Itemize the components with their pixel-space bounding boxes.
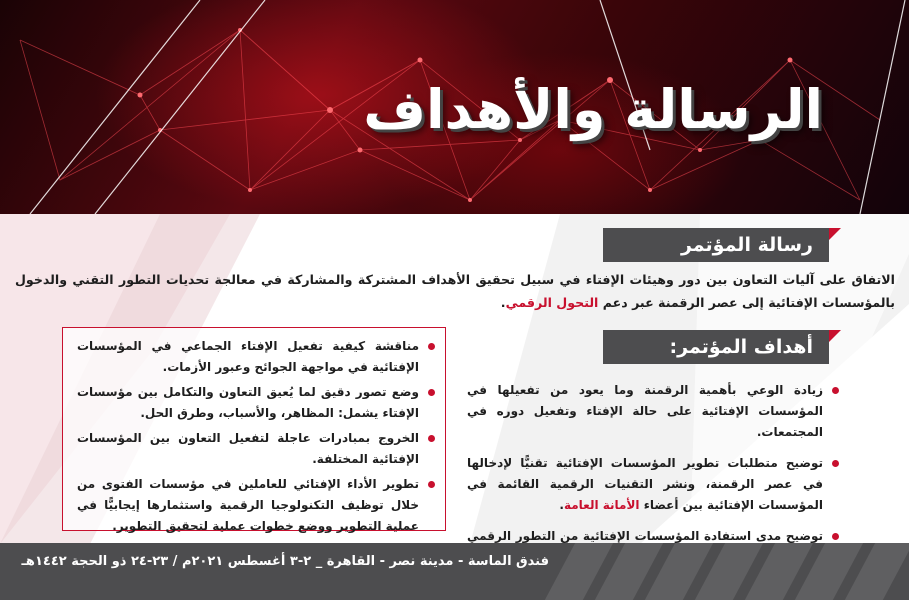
goal-item — [77, 336, 435, 378]
message-text: الاتفاق على آليات التعاون بين دور وهيئات الإفتاء في سبيل تحقيق الأهداف المشتركة والمشاركة في معالجة تحديات التطور التقني والدخول بالمؤسسات الإفتائية إلى عصر الرقمنة عبر دعم — [15, 272, 895, 310]
goal-highlight: الأمانة العامة — [563, 498, 640, 512]
goal-item — [467, 453, 839, 516]
bullet-dot-icon — [832, 533, 839, 540]
goals-section-header — [603, 330, 829, 364]
page-title: الرسالة والأهداف — [363, 78, 823, 141]
message-highlight: التحول الرقمي — [505, 295, 599, 310]
bullet-dot-icon — [832, 460, 839, 467]
goal-item — [77, 474, 435, 537]
goals-section-title: أهداف المؤتمر: — [669, 336, 813, 358]
goals-list-left — [62, 327, 446, 531]
goal-item — [77, 382, 435, 424]
bullet-dot-icon — [428, 343, 435, 350]
message-paragraph — [15, 268, 895, 314]
goal-text: توضيح مدى استفادة المؤسسات الإفتائية من التطور الرقمي — [467, 529, 823, 543]
message-section-title: رسالة المؤتمر — [680, 234, 813, 256]
bullet-dot-icon — [428, 389, 435, 396]
goal-text-end: . — [559, 498, 564, 512]
message-text-end: . — [500, 295, 506, 310]
bullet-dot-icon — [428, 481, 435, 488]
goal-text: زيادة الوعي بأهمية الرقمنة وما يعود من تفعيلها في المؤسسات الإفتائية على حالة الإفتاء وتفعيل دوره في المجتمعات. — [467, 383, 823, 439]
bullet-dot-icon — [832, 387, 839, 394]
hero-banner — [0, 0, 909, 214]
event-details: فندق الماسة - مدينة نصر - القاهرة _ ٢-٣ أغسطس ٢٠٢١م / ٢٣-٢٤ ذو الحجة ١٤٤٢هـ — [21, 554, 549, 569]
goal-text: الخروج بمبادرات عاجلة لتفعيل التعاون بين المؤسسات الإفتائية المختلفة. — [77, 431, 419, 466]
message-section-header — [603, 228, 829, 262]
goal-item — [77, 428, 435, 470]
goal-text: تطوير الأداء الإفتائي للعاملين في مؤسسات الفتوى من خلال توظيف التكنولوجيا الرقمية واستثمارها إيجابيًّا في عملية التطوير ووضع خطوات عملية لتحقيق التطوير. — [77, 477, 419, 533]
goal-text: مناقشة كيفية تفعيل الإفتاء الجماعي في المؤسسات الإفتائية في مواجهة الجوائح وعبور الأزمات. — [77, 339, 419, 374]
goal-item — [467, 380, 839, 443]
goal-text: وضع تصور دقيق لما يُعيق التعاون والتكامل بين مؤسسات الإفتاء يشمل: المظاهر، والأسباب، وطرق الحل. — [77, 385, 419, 420]
goal-text: توضيح متطلبات تطوير المؤسسات الإفتائية تقنيًّا لإدخالها في عصر الرقمنة، ونشر التقنيات الرقمية القائمة في المؤسسات الإفتائية بين أعضاء — [467, 456, 823, 512]
header-corner-accent — [829, 330, 841, 342]
header-corner-accent — [829, 228, 841, 240]
footer-bar — [0, 543, 909, 600]
bullet-dot-icon — [428, 435, 435, 442]
